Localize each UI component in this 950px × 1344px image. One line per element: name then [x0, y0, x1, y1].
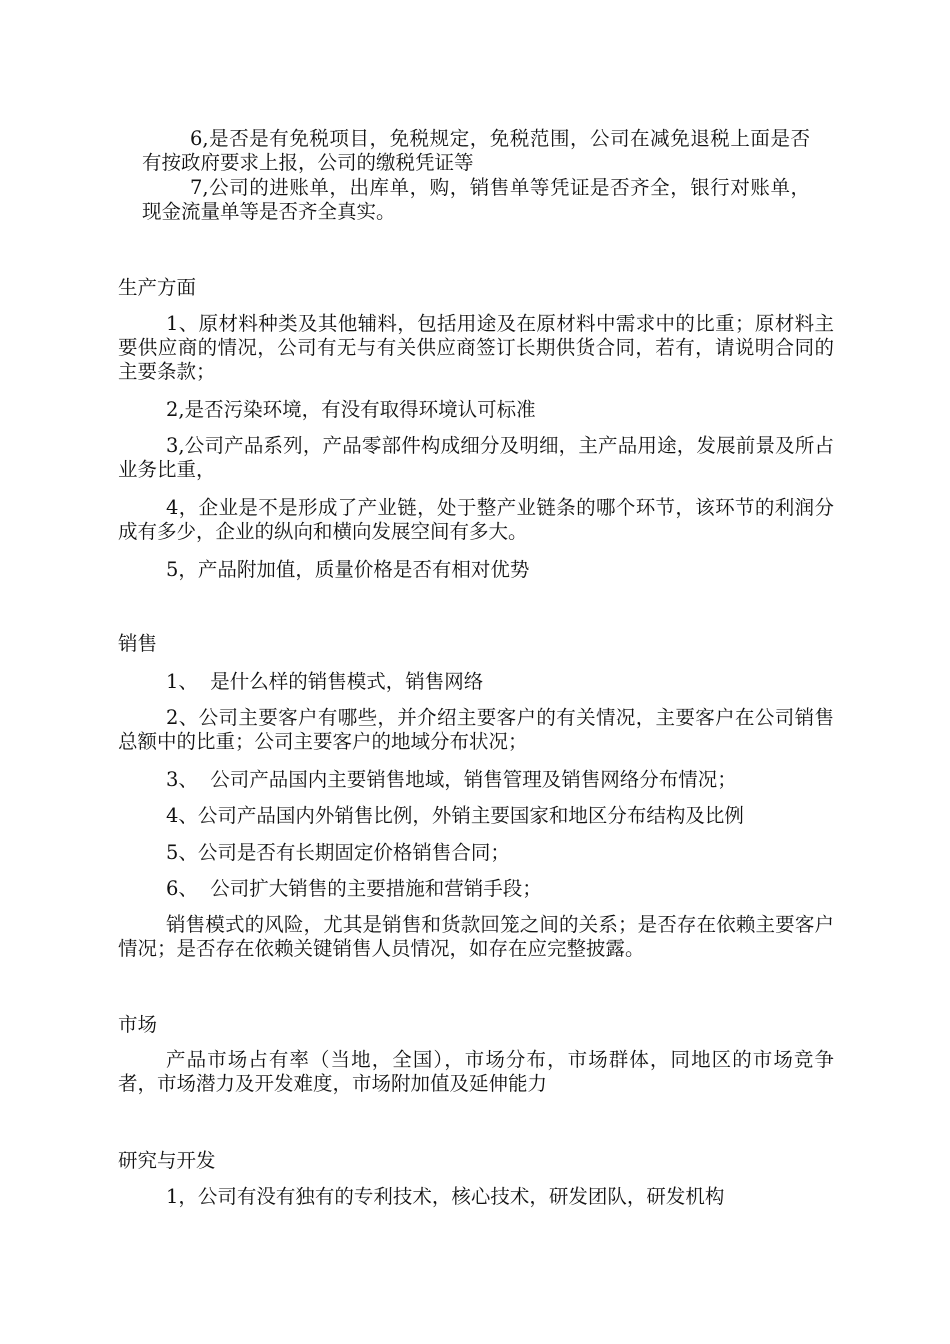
production-item-2: 2,是否污染环境，有没有取得环境认可标准 — [166, 398, 536, 421]
rnd-item-1: 1，公司有没有独有的专利技术，核心技术，研发团队，研发机构 — [166, 1185, 725, 1208]
tax-item-7: 7,公司的进账单，出库单，购，销售单等凭证是否齐全，银行对账单，现金流量单等是否齐全真实。 — [142, 176, 810, 223]
production-item-3: 3,公司产品系列，产品零部件构成细分及明细，主产品用途，发展前景及所占业务比重， — [118, 434, 834, 481]
section-heading-sales: 销售 — [118, 632, 158, 655]
sales-item-4: 4、公司产品国内外销售比例，外销主要国家和地区分布结构及比例 — [166, 804, 744, 827]
sales-item-6: 6、 公司扩大销售的主要措施和营销手段； — [166, 877, 542, 900]
tax-item-6: 6,是否是有免税项目，免税规定，免税范围，公司在减免退税上面是否有按政府要求上报，公司的缴税凭证等 — [142, 127, 810, 174]
section-heading-market: 市场 — [118, 1013, 158, 1036]
market-paragraph: 产品市场占有率（当地，全国），市场分布，市场群体，同地区的市场竞争者，市场潜力及开发难度，市场附加值及延伸能力 — [118, 1048, 834, 1095]
production-item-4: 4，企业是不是形成了产业链，处于整产业链条的哪个环节，该环节的利润分成有多少，企业的纵向和横向发展空间有多大。 — [118, 496, 834, 543]
section-heading-rnd: 研究与开发 — [118, 1149, 216, 1172]
section-heading-production: 生产方面 — [118, 276, 197, 299]
production-item-5: 5，产品附加值，质量价格是否有相对优势 — [166, 558, 530, 581]
sales-item-1: 1、 是什么样的销售模式，销售网络 — [166, 670, 484, 693]
sales-risk-paragraph: 销售模式的风险，尤其是销售和货款回笼之间的关系；是否存在依赖主要客户情况；是否存在依赖关键销售人员情况，如存在应完整披露。 — [118, 913, 834, 960]
sales-item-2: 2、公司主要客户有哪些，并介绍主要客户的有关情况，主要客户在公司销售总额中的比重；公司主要客户的地域分布状况； — [118, 706, 834, 753]
production-item-1: 1、原材料种类及其他辅料，包括用途及在原材料中需求中的比重；原材料主要供应商的情况，公司有无与有关供应商签订长期供货合同，若有，请说明合同的主要条款； — [118, 312, 834, 383]
sales-item-3: 3、 公司产品国内主要销售地域，销售管理及销售网络分布情况； — [166, 768, 737, 791]
sales-item-5: 5、公司是否有长期固定价格销售合同； — [166, 841, 510, 864]
